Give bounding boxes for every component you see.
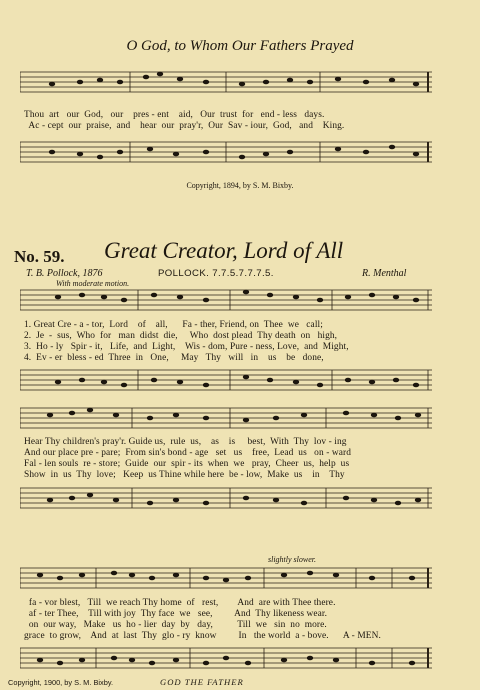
treble-staff-previous (20, 70, 432, 94)
verse-4-line-3: grace to grow, And at last Thy glo - ry know In the world a - bove. A - MEN. (24, 631, 381, 641)
verse-4-line-1: 4. Ev - er bless - ed Three in One, May Thy will in us be done, (24, 353, 324, 363)
bass-staff-system-1 (20, 368, 432, 392)
section-footer: GOD THE FATHER (160, 677, 244, 687)
treble-staff-system-3 (20, 566, 432, 590)
previous-hymn-lyric-line-2: Ac - cept our praise, and hear our pray'r, Our Sav - iour, God, and King. (24, 121, 345, 131)
previous-hymn-copyright: Copyright, 1894, by S. M. Bixby. (186, 181, 294, 190)
tempo-change-marking: slightly slower. (268, 555, 317, 564)
tune-name-meter: POLLOCK. 7.7.5.7.7.7.5. (158, 268, 274, 279)
hymn-composer: R. Menthal (362, 268, 407, 279)
tempo-marking: With moderate motion. (56, 279, 130, 288)
verse-3-line-1: 3. Ho - ly Spir - it, Life, and Light, Wis - dom, Pure - ness, Love, and Might, (24, 342, 349, 352)
verse-1-line-3: fa - vor blest, Till we reach Thy home of rest, And are with Thee there. (24, 598, 336, 608)
previous-hymn-title: O God, to Whom Our Fathers Prayed (126, 38, 354, 54)
treble-staff-system-1 (20, 288, 432, 312)
hymn-title: Great Creator, Lord of All (104, 238, 344, 263)
verse-1-line-2: Hear Thy children's pray'r. Guide us, rule us, as is best, With Thy lov - ing (24, 437, 347, 447)
verse-3-line-2: Fal - len souls re - store; Guide our spir - its when we pray, Cheer us, help us (24, 459, 350, 469)
bass-staff-system-2 (20, 486, 432, 510)
verse-2-line-3: af - ter Thee, Till with joy Thy face we see, And Thy likeness wear. (24, 609, 328, 619)
hymn-copyright: Copyright, 1900, by S. M. Bixby. (8, 678, 114, 687)
verse-1-line-1: 1. Great Cre - a - tor, Lord of all, Fa - ther, Friend, on Thee we call; (24, 320, 323, 330)
bass-staff-previous (20, 140, 432, 164)
hymn-author: T. B. Pollock, 1876 (26, 268, 103, 279)
verse-4-line-2: Show in us Thy love; Keep us Thine while here be - low, Make us in Thy (24, 470, 345, 480)
verse-2-line-1: 2. Je - sus, Who for man didst die, Who dost plead Thy death on high, (24, 331, 338, 341)
verse-3-line-3: on our way, Make us ho - lier day by day, Till we sin no more. (24, 620, 327, 630)
treble-staff-system-2 (20, 406, 432, 430)
bass-staff-system-3 (20, 646, 432, 670)
verse-2-line-2: And our place pre - pare; From sin's bond - age set us free, Lead us on - ward (24, 448, 352, 458)
previous-hymn-lyric-line-1: Thou art our God, our pres - ent aid, Our trust for end - less days. (24, 110, 325, 120)
hymn-number: No. 59. (14, 247, 65, 266)
